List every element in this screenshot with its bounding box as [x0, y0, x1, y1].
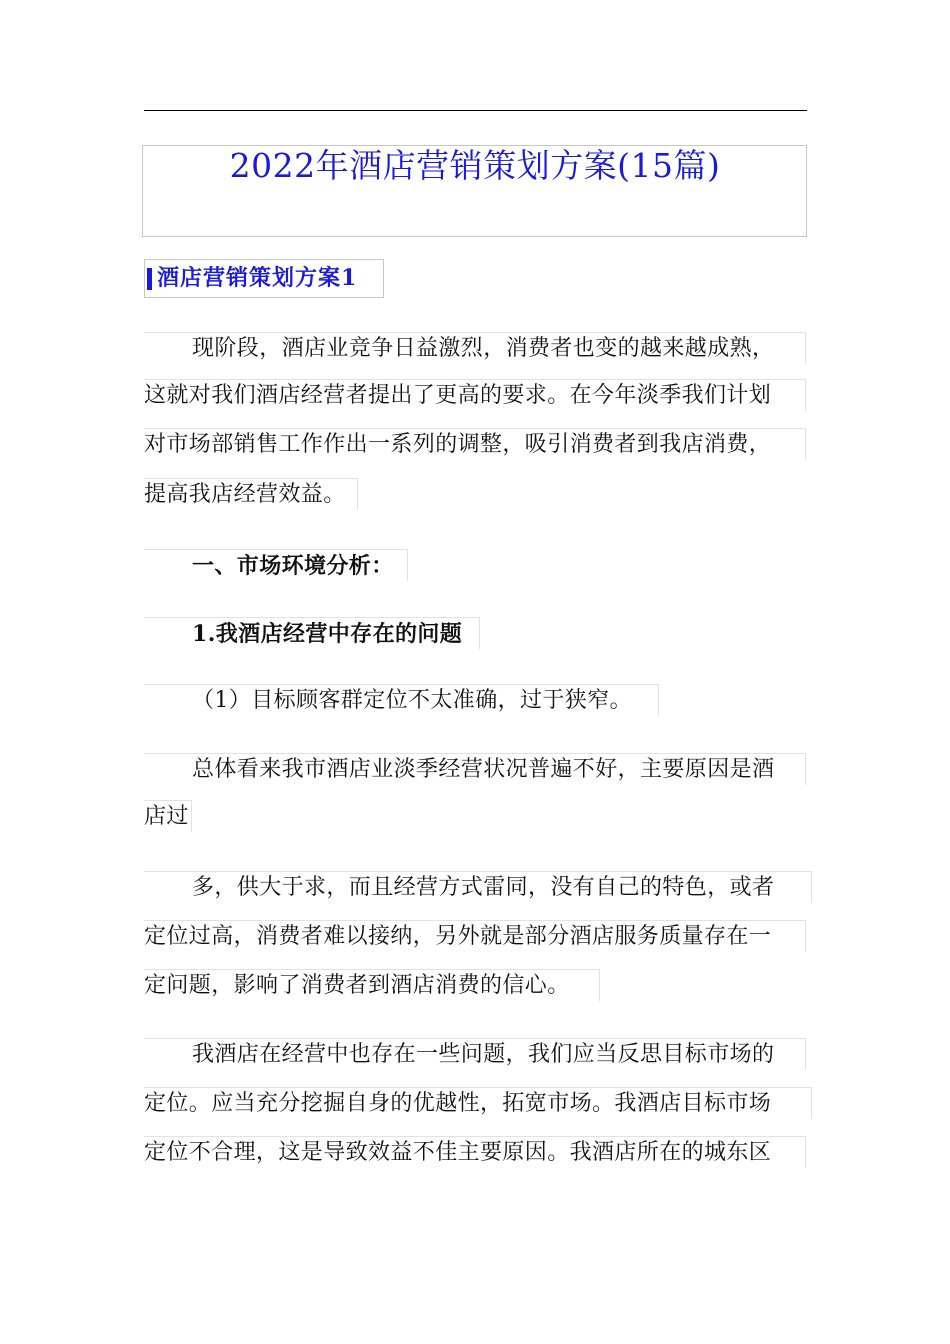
heading-marker [147, 268, 152, 290]
top-rule [144, 110, 807, 111]
paragraph-line: 提高我店经营效益。 [144, 478, 358, 510]
list-item: （1）目标顾客群定位不太准确，过于狭窄。 [144, 684, 659, 716]
paragraph-line: 这就对我们酒店经营者提出了更高的要求。在今年淡季我们计划 [144, 379, 806, 411]
section-heading-text: 酒店营销策划方案1 [157, 265, 358, 291]
paragraph-line: 多，供大于求，而且经营方式雷同，没有自己的特色，或者 [144, 871, 812, 903]
paragraph-line: 定位过高，消费者难以接纳，另外就是部分酒店服务质量存在一 [144, 920, 806, 952]
section-heading [144, 259, 384, 298]
paragraph-line: 总体看来我市酒店业淡季经营状况普遍不好，主要原因是酒 [144, 753, 806, 785]
paragraph-line: 定位。应当充分挖掘自身的优越性，拓宽市场。我酒店目标市场 [144, 1087, 812, 1119]
paragraph-line: 我酒店在经营中也存在一些问题，我们应当反思目标市场的 [144, 1038, 806, 1070]
paragraph-line: 店过 [144, 800, 192, 832]
paragraph-line: 定问题，影响了消费者到酒店消费的信心。 [144, 969, 600, 1001]
paragraph-line: 定位不合理，这是导致效益不佳主要原因。我酒店所在的城东区 [144, 1136, 806, 1168]
paragraph-line: 现阶段，酒店业竞争日益激烈，消费者也变的越来越成熟， [144, 332, 806, 364]
paragraph-line: 对市场部销售工作作出一系列的调整，吸引消费者到我店消费， [144, 428, 806, 460]
subheading-problems: 1.我酒店经营中存在的问题 [144, 617, 480, 649]
subheading-market-analysis: 一、市场环境分析： [144, 549, 408, 581]
document-title: 2022年酒店营销策划方案(15篇) [229, 146, 721, 185]
